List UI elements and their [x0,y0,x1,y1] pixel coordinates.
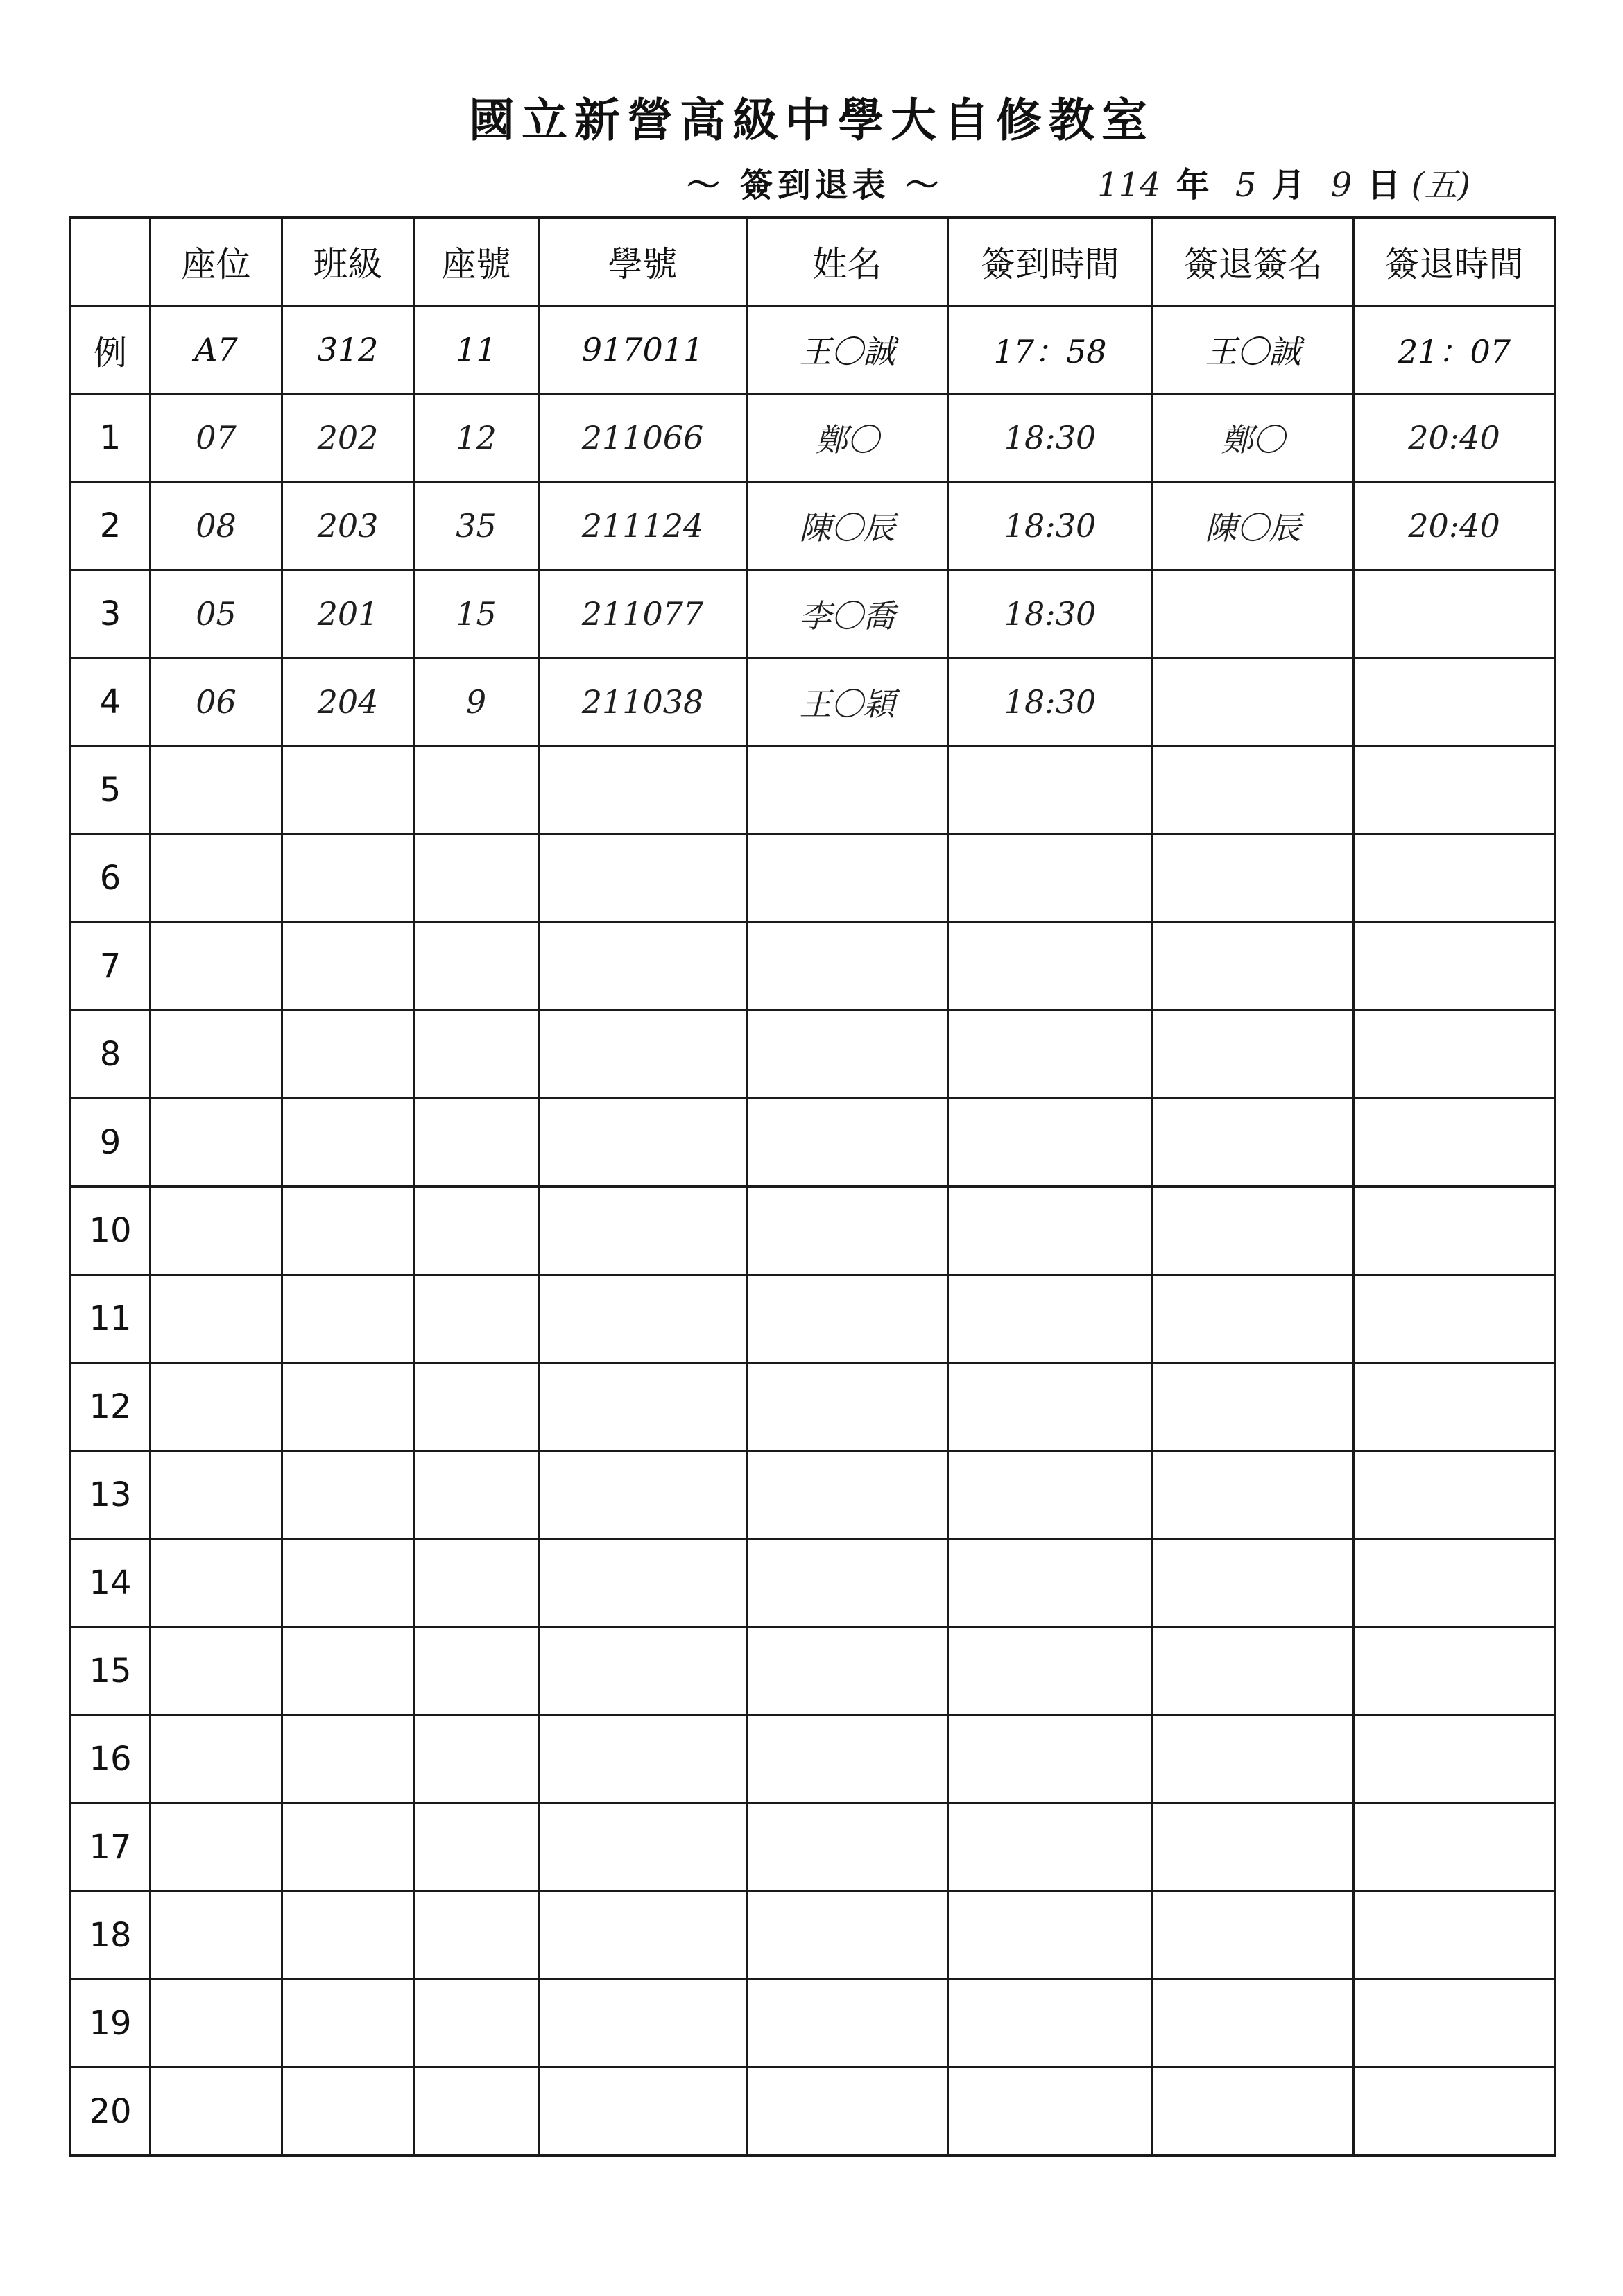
number-cell [414,746,539,834]
sign-out-time-cell: 20:40 [1354,394,1555,482]
table-row [71,1011,1555,1099]
class-cell [282,746,414,834]
sign-out-name-cell: 王〇誠 [1153,306,1354,394]
sign-in-time-cell: 18:30 [948,482,1153,570]
table-row [71,394,1555,482]
name-cell [747,746,948,834]
row-label: 15 [71,1627,151,1715]
sign-out-time-cell [1354,746,1555,834]
seat-cell [151,1451,282,1539]
student-id-cell [539,1715,747,1804]
sign-out-name-cell [1153,834,1354,923]
class-cell [282,1451,414,1539]
table-row [71,658,1555,746]
student-id-cell [539,746,747,834]
sign-in-time-cell [948,1892,1153,1980]
sign-out-time-cell [1354,834,1555,923]
name-cell [747,1804,948,1892]
seat-cell [151,1011,282,1099]
sign-out-time-cell [1354,1539,1555,1627]
table-row [71,1099,1555,1187]
class-cell: 201 [282,570,414,658]
name-cell [747,1980,948,2068]
name-cell [747,1099,948,1187]
number-cell: 11 [414,306,539,394]
seat-cell: 07 [151,394,282,482]
number-cell [414,1804,539,1892]
name-cell [747,1363,948,1451]
date-year-label: 年 [1176,166,1210,205]
header-class: 班級 [282,218,414,306]
sign-out-time-cell [1354,1980,1555,2068]
row-label: 17 [71,1804,151,1892]
sign-out-time-cell [1354,1715,1555,1804]
name-cell [747,1187,948,1275]
class-cell [282,1980,414,2068]
seat-cell [151,1275,282,1363]
table-row [71,1275,1555,1363]
student-id-cell [539,1275,747,1363]
example-row [71,306,1555,394]
header-sign-out-name: 簽退簽名 [1153,218,1354,306]
seat-cell: A7 [151,306,282,394]
row-label: 10 [71,1187,151,1275]
date-day-label: 日 [1367,166,1401,205]
header-number: 座號 [414,218,539,306]
row-label: 18 [71,1892,151,1980]
sign-in-time-cell [948,923,1153,1011]
sign-in-time-cell [948,1804,1153,1892]
seat-cell [151,2068,282,2156]
class-cell [282,1363,414,1451]
table-row [71,2068,1555,2156]
sign-in-table [69,216,1556,2157]
sign-in-time-cell: 18:30 [948,658,1153,746]
sign-out-time-cell [1354,1627,1555,1715]
number-cell [414,1275,539,1363]
class-cell: 203 [282,482,414,570]
class-cell [282,1187,414,1275]
seat-cell [151,1804,282,1892]
seat-cell [151,746,282,834]
number-cell [414,2068,539,2156]
table-row [71,482,1555,570]
sign-out-time-cell [1354,1804,1555,1892]
row-label: 9 [71,1099,151,1187]
number-cell: 15 [414,570,539,658]
class-cell [282,1275,414,1363]
date-line [1082,158,1470,206]
sign-in-time-cell [948,1275,1153,1363]
sign-in-time-cell [948,1980,1153,2068]
name-cell [747,834,948,923]
student-id-cell [539,1099,747,1187]
number-cell [414,1980,539,2068]
sign-out-time-cell [1354,923,1555,1011]
sign-out-time-cell [1354,1275,1555,1363]
sign-out-time-cell [1354,1363,1555,1451]
student-id-cell [539,2068,747,2156]
class-cell: 202 [282,394,414,482]
name-cell: 李〇喬 [747,570,948,658]
sign-out-name-cell [1153,1099,1354,1187]
sign-in-time-cell [948,1451,1153,1539]
sign-out-name-cell [1153,1011,1354,1099]
row-label: 11 [71,1275,151,1363]
student-id-cell [539,1451,747,1539]
sign-out-name-cell [1153,1451,1354,1539]
header-student-id: 學號 [539,218,747,306]
row-label: 19 [71,1980,151,2068]
sign-out-name-cell [1153,1363,1354,1451]
class-cell: 204 [282,658,414,746]
table-row [71,1804,1555,1892]
sign-out-time-cell [1354,1892,1555,1980]
sign-out-time-cell: 21：07 [1354,306,1555,394]
sign-in-time-cell [948,1627,1153,1715]
sign-out-name-cell [1153,1539,1354,1627]
seat-cell [151,1980,282,2068]
sign-out-name-cell [1153,570,1354,658]
number-cell [414,1451,539,1539]
seat-cell [151,1892,282,1980]
name-cell [747,1892,948,1980]
row-label: 6 [71,834,151,923]
name-cell [747,1539,948,1627]
date-month: 5 [1235,166,1257,205]
sign-out-time-cell [1354,1451,1555,1539]
sign-out-time-cell [1354,658,1555,746]
name-cell [747,1451,948,1539]
number-cell [414,1187,539,1275]
seat-cell [151,834,282,923]
header-sign-out-time: 簽退時間 [1354,218,1555,306]
class-cell [282,1804,414,1892]
document-subtitle: ～ 簽到退表 ～ [687,166,943,205]
table-row [71,1539,1555,1627]
sign-in-time-cell [948,1011,1153,1099]
sign-out-time-cell: 20:40 [1354,482,1555,570]
date-day: 9 [1330,166,1352,205]
name-cell [747,923,948,1011]
sign-in-time-cell [948,2068,1153,2156]
row-label: 2 [71,482,151,570]
number-cell [414,834,539,923]
seat-cell [151,1539,282,1627]
row-label: 8 [71,1011,151,1099]
sign-in-time-cell [948,1187,1153,1275]
sign-out-time-cell [1354,570,1555,658]
class-cell [282,1539,414,1627]
table-row [71,1892,1555,1980]
student-id-cell [539,1363,747,1451]
sign-in-time-cell [948,746,1153,834]
sign-out-name-cell [1153,746,1354,834]
table-row [71,1627,1555,1715]
class-cell [282,834,414,923]
seat-cell [151,1715,282,1804]
sign-out-time-cell [1354,1099,1555,1187]
seat-cell [151,1627,282,1715]
table-row [71,746,1555,834]
seat-cell [151,923,282,1011]
class-cell [282,1099,414,1187]
class-cell [282,923,414,1011]
table-row [71,570,1555,658]
seat-cell: 06 [151,658,282,746]
sign-in-time-cell: 18:30 [948,570,1153,658]
student-id-cell [539,1539,747,1627]
seat-cell: 05 [151,570,282,658]
student-id-cell: 917011 [539,306,747,394]
sign-out-name-cell: 鄭〇 [1153,394,1354,482]
student-id-cell [539,1804,747,1892]
table-row [71,1715,1555,1804]
number-cell [414,1363,539,1451]
class-cell: 312 [282,306,414,394]
table-body [71,306,1555,2156]
name-cell: 鄭〇 [747,394,948,482]
seat-cell [151,1099,282,1187]
sign-out-name-cell [1153,1715,1354,1804]
name-cell [747,2068,948,2156]
table-row [71,1451,1555,1539]
seat-cell [151,1187,282,1275]
sign-out-time-cell [1354,2068,1555,2156]
number-cell [414,1011,539,1099]
sign-out-name-cell [1153,658,1354,746]
sign-out-name-cell: 陳〇辰 [1153,482,1354,570]
header-sign-in-time: 簽到時間 [948,218,1153,306]
student-id-cell [539,834,747,923]
sign-out-time-cell [1354,1187,1555,1275]
name-cell: 王〇誠 [747,306,948,394]
row-label: 5 [71,746,151,834]
sign-in-time-cell: 17：58 [948,306,1153,394]
number-cell [414,1627,539,1715]
table-row [71,1363,1555,1451]
date-weekday: (五) [1411,166,1471,205]
seat-cell [151,1363,282,1451]
header-row [71,218,1555,306]
student-id-cell: 211124 [539,482,747,570]
table-row [71,1980,1555,2068]
header-name: 姓名 [747,218,948,306]
student-id-cell [539,1187,747,1275]
seat-cell: 08 [151,482,282,570]
sign-in-time-cell [948,1099,1153,1187]
student-id-cell [539,923,747,1011]
table-row [71,1187,1555,1275]
number-cell [414,1099,539,1187]
document-title: 國立新營高級中學大自修教室 [469,93,1154,147]
row-label: 13 [71,1451,151,1539]
sign-out-name-cell [1153,1804,1354,1892]
number-cell [414,923,539,1011]
sign-out-name-cell [1153,1980,1354,2068]
student-id-cell: 211077 [539,570,747,658]
number-cell: 12 [414,394,539,482]
sign-out-name-cell [1153,1275,1354,1363]
sign-in-time-cell: 18:30 [948,394,1153,482]
class-cell [282,1892,414,1980]
sign-out-name-cell [1153,1187,1354,1275]
sign-out-time-cell [1354,1011,1555,1099]
table-row [71,834,1555,923]
student-id-cell: 211038 [539,658,747,746]
row-label: 16 [71,1715,151,1804]
row-label: 14 [71,1539,151,1627]
name-cell [747,1275,948,1363]
name-cell: 陳〇辰 [747,482,948,570]
name-cell [747,1715,948,1804]
row-label: 例 [71,306,151,394]
sign-out-name-cell [1153,1627,1354,1715]
sign-in-time-cell [948,1715,1153,1804]
sign-out-name-cell [1153,1892,1354,1980]
class-cell [282,1011,414,1099]
class-cell [282,1715,414,1804]
name-cell [747,1627,948,1715]
number-cell: 9 [414,658,539,746]
sign-out-name-cell [1153,923,1354,1011]
row-label: 20 [71,2068,151,2156]
sign-in-time-cell [948,1363,1153,1451]
header-corner [71,218,151,306]
row-label: 3 [71,570,151,658]
row-label: 1 [71,394,151,482]
sign-in-time-cell [948,1539,1153,1627]
row-label: 12 [71,1363,151,1451]
student-id-cell [539,1627,747,1715]
date-month-label: 月 [1271,166,1305,205]
header-seat: 座位 [151,218,282,306]
class-cell [282,1627,414,1715]
class-cell [282,2068,414,2156]
number-cell [414,1892,539,1980]
number-cell [414,1715,539,1804]
student-id-cell [539,1892,747,1980]
student-id-cell: 211066 [539,394,747,482]
student-id-cell [539,1011,747,1099]
row-label: 4 [71,658,151,746]
number-cell [414,1539,539,1627]
sign-out-name-cell [1153,2068,1354,2156]
sign-in-time-cell [948,834,1153,923]
row-label: 7 [71,923,151,1011]
student-id-cell [539,1980,747,2068]
table-row [71,923,1555,1011]
number-cell: 35 [414,482,539,570]
date-year: 114 [1097,166,1161,205]
name-cell: 王〇穎 [747,658,948,746]
name-cell [747,1011,948,1099]
